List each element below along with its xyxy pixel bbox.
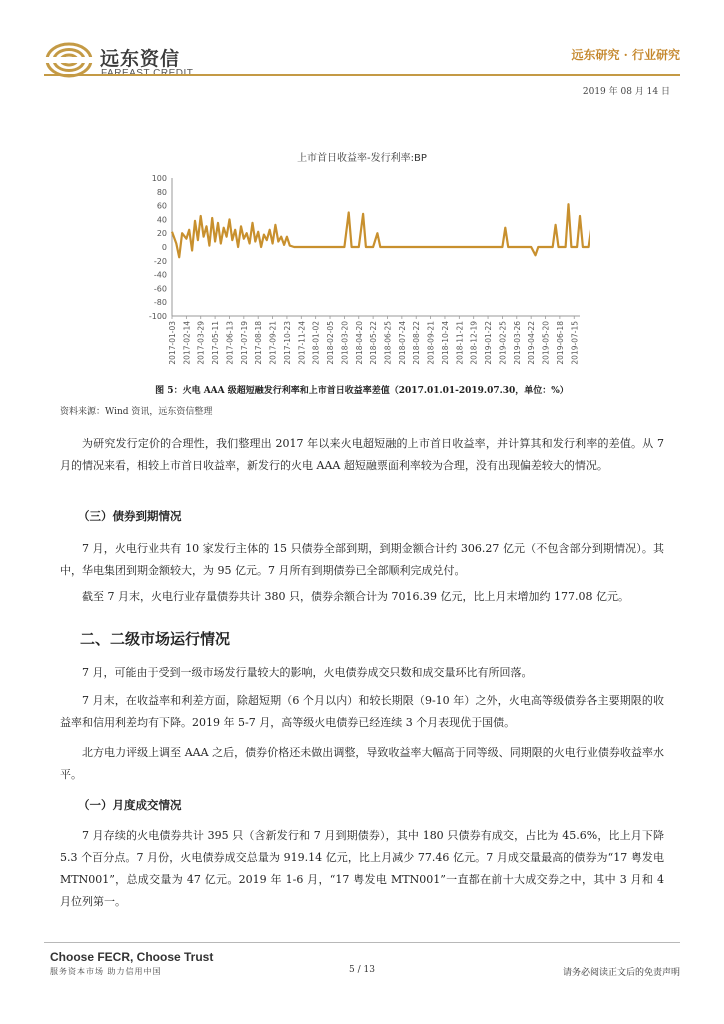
- footer-slogan: Choose FECR, Choose Trust: [50, 950, 214, 964]
- report-type: 远东研究 · 行业研究: [571, 48, 680, 62]
- x-tick-label: 2019-01-22: [484, 321, 494, 365]
- x-tick-label: 2018-10-24: [440, 321, 450, 365]
- x-tick-label: 2018-06-25: [383, 321, 393, 365]
- section-secondary-market: 二、二级市场运行情况: [80, 630, 231, 648]
- x-tick-label: 2018-11-21: [455, 321, 465, 365]
- x-tick-label: 2019-07-15: [570, 321, 580, 365]
- footer-divider: [44, 942, 680, 943]
- y-tick-label: -60: [153, 284, 167, 294]
- y-tick-label: 80: [156, 187, 167, 197]
- paragraph-pricing: 为研究发行定价的合理性，我们整理出 2017 年以来火电超短融的上市首日收益率，并计算其和发行利率的差值。从 7 月的情况来看，相较上市首日收益率，新发行的火电 AAA 超短融票面利率较为合理，没有出现偏差较大的情况。: [60, 437, 664, 472]
- y-tick-label: 100: [151, 174, 167, 183]
- footer-slogan-cn: 服务资本市场 助力信用中国: [50, 967, 162, 976]
- x-tick-label: 2018-04-20: [354, 321, 364, 365]
- x-tick-label: 2017-10-23: [282, 321, 292, 365]
- x-tick-label: 2017-01-03: [168, 321, 177, 365]
- figure-caption: 图 5：火电 AAA 级超短融发行利率和上市首日收益率差值（2017.01.01-2019.07.30，单位：%）: [155, 386, 569, 396]
- series-line: [172, 197, 590, 302]
- paragraph-volume: 7 月，可能由于受到一级市场发行量较大的影响，火电债券成交只数和成交量环比有所回落。: [82, 666, 533, 679]
- x-tick-label: 2017-06-13: [225, 321, 235, 365]
- y-tick-label: -80: [153, 298, 167, 308]
- y-tick-label: 40: [156, 215, 167, 225]
- x-tick-label: 2019-02-25: [498, 321, 508, 365]
- x-tick-label: 2017-11-24: [297, 321, 307, 365]
- x-tick-label: 2018-03-20: [340, 321, 350, 365]
- x-tick-label: 2018-01-02: [311, 321, 321, 365]
- y-tick-label: 20: [156, 229, 167, 239]
- paragraph-rating: 北方电力评级上调至 AAA 之后，债券价格还未做出调整，导致收益率大幅高于同等级、同期限的火电行业债券收益率水平。: [60, 746, 664, 781]
- x-tick-label: 2019-03-26: [512, 321, 522, 365]
- x-tick-label: 2017-05-11: [211, 321, 221, 365]
- paragraph-monthly-trading: 7 月存续的火电债券共计 395 只（含新发行和 7 月到期债券），其中 180 只债券有成交，占比为 45.6%，比上月下降 5.3 个百分点。7 月份，火电债券成交总量为 919.14 亿元，比上月减少 77.46 亿元。7 月成交量最高的债券为“17 粤发电 MTN001”，总成交量为 47 亿元。2019 年 1-6 月，“17 粤发电 MTN001”一直都在前十大成交券之中，其中 3 月和 4 月位列第一。: [60, 829, 664, 908]
- x-tick-label: 2018-05-22: [369, 321, 379, 365]
- subsection-monthly: （一）月度成交情况: [78, 798, 182, 812]
- paragraph-yield: 7 月末，在收益率和利差方面，除超短期（6 个月以内）和较长期限（9-10 年）之外，火电高等级债券各主要期限的收益率和信用利差均有下降。2019 年 5-7 月，高等级火电债券已经连续 3 个月表现优于国债。: [60, 694, 664, 729]
- page-number: 5 / 13: [349, 965, 375, 975]
- x-tick-label: 2018-12-19: [469, 321, 479, 365]
- spread-line-chart: [140, 168, 590, 378]
- header-divider: [44, 74, 680, 76]
- report-date: 2019 年 08 月 14 日: [582, 87, 670, 97]
- x-tick-label: 2019-05-20: [541, 321, 551, 365]
- x-tick-label: 2018-09-21: [426, 321, 436, 365]
- x-tick-label: 2019-04-22: [527, 321, 537, 365]
- x-tick-label: 2017-03-29: [196, 321, 206, 365]
- x-tick-label: 2017-02-14: [182, 321, 192, 365]
- x-tick-label: 2018-08-22: [412, 321, 422, 365]
- disclaimer-note: 请务必阅读正文后的免责声明: [562, 968, 680, 978]
- x-tick-label: 2017-08-18: [254, 321, 264, 365]
- x-tick-label: 2019-06-18: [555, 321, 565, 365]
- x-tick-label: 2018-07-24: [397, 321, 407, 365]
- x-tick-label: 2017-09-21: [268, 321, 278, 365]
- paragraph-outstanding: 截至 7 月末，火电行业存量债券共计 380 只，债券余额合计为 7016.39 亿元，比上月末增加约 177.08 亿元。: [82, 590, 629, 603]
- x-tick-label: 2017-07-19: [239, 321, 249, 365]
- figure-source: 资料来源：Wind 资讯，远东资信整理: [60, 407, 213, 417]
- brand-name: 远东资信: [100, 48, 181, 70]
- subsection-maturity: （三）债券到期情况: [78, 509, 182, 523]
- x-tick-label: 2018-02-05: [326, 321, 336, 365]
- y-tick-label: -20: [153, 256, 167, 266]
- page-header: [0, 0, 724, 105]
- y-tick-label: 60: [156, 201, 167, 211]
- y-tick-label: -100: [148, 312, 167, 321]
- y-tick-label: -40: [153, 270, 167, 280]
- chart-title: 上市首日收益率-发行利率:BP: [297, 153, 427, 164]
- y-tick-label: 0: [161, 243, 167, 252]
- paragraph-maturity: 7 月，火电行业共有 10 家发行主体的 15 只债券全部到期，到期金额合计约 306.27 亿元（不包含部分到期情况）。其中，华电集团到期金额较大，为 95 亿元。7 月所有到期债券已全部顺利完成兑付。: [60, 542, 664, 577]
